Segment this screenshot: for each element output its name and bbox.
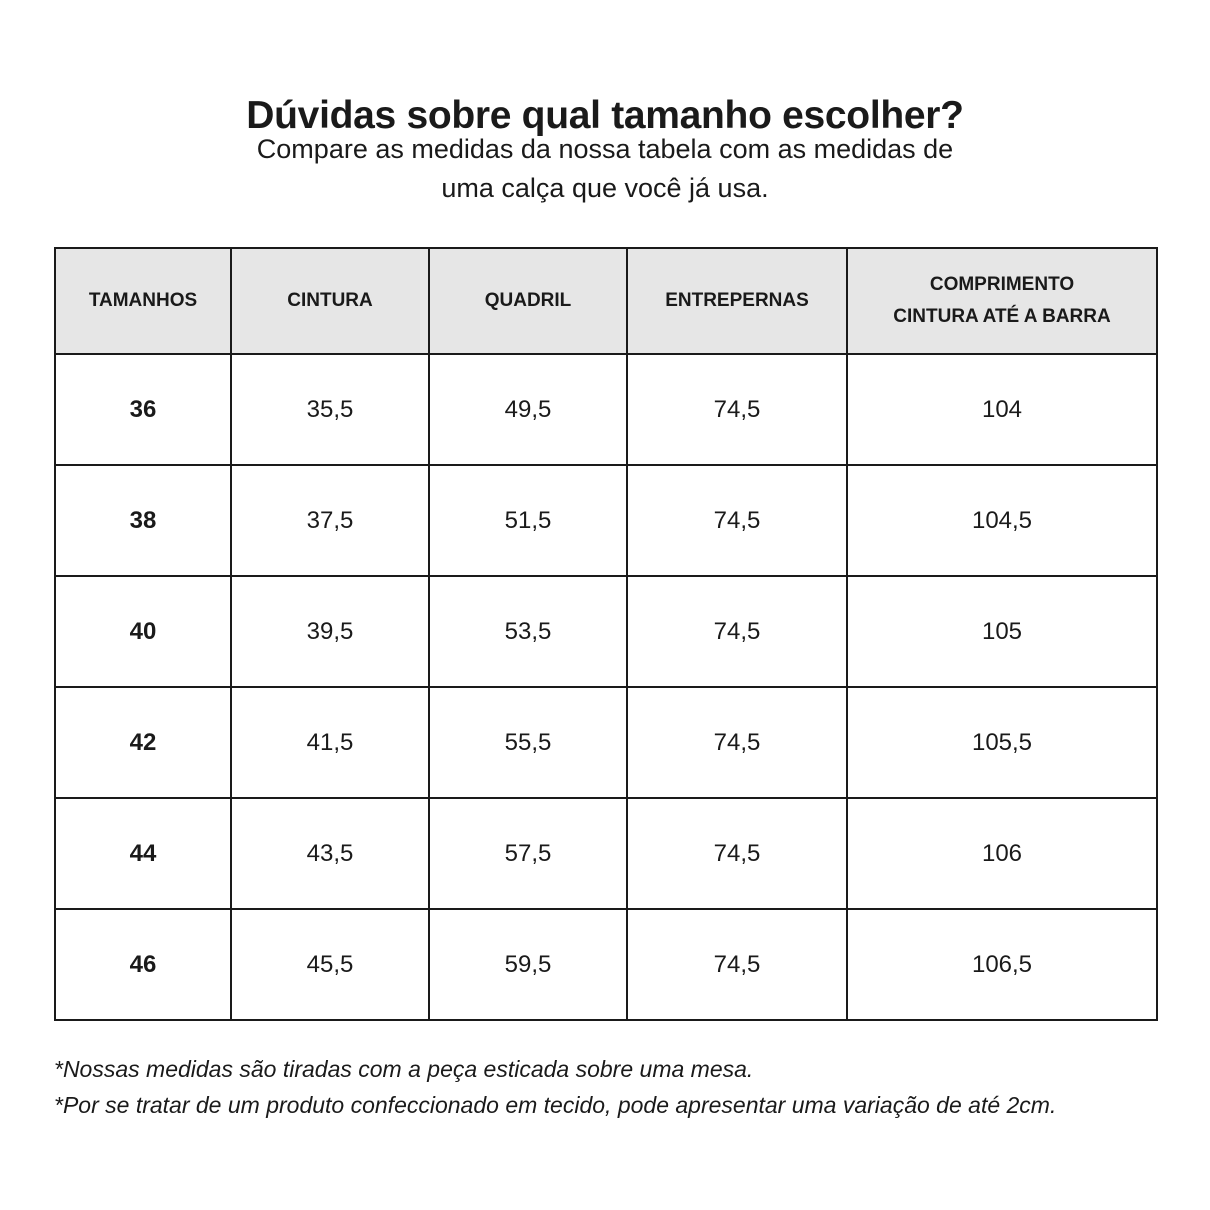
length-cell: 105,5 xyxy=(847,687,1157,798)
header-inseam: ENTREPERNAS xyxy=(627,248,847,354)
length-cell: 106 xyxy=(847,798,1157,909)
table-row xyxy=(55,576,1157,687)
waist-cell: 41,5 xyxy=(231,687,429,798)
table-row xyxy=(55,909,1157,1020)
table-row xyxy=(55,798,1157,909)
table-header xyxy=(55,248,1157,354)
subtitle-line-1: Compare as medidas da nossa tabela com as medidas de xyxy=(256,134,954,164)
size-cell: 38 xyxy=(55,465,231,576)
subtitle-line-2: uma calça que você já usa. xyxy=(441,173,769,203)
table-row xyxy=(55,687,1157,798)
header-waist: CINTURA xyxy=(231,248,429,354)
hip-cell: 57,5 xyxy=(429,798,627,909)
header-length-line-1: COMPRIMENTO xyxy=(929,274,1075,295)
hip-cell: 49,5 xyxy=(429,354,627,465)
length-cell: 105 xyxy=(847,576,1157,687)
header-length xyxy=(847,248,1157,354)
size-cell: 40 xyxy=(55,576,231,687)
size-cell: 44 xyxy=(55,798,231,909)
hip-cell: 53,5 xyxy=(429,576,627,687)
table-body xyxy=(55,354,1157,1020)
table-row xyxy=(55,465,1157,576)
hip-cell: 51,5 xyxy=(429,465,627,576)
waist-cell: 45,5 xyxy=(231,909,429,1020)
hip-cell: 55,5 xyxy=(429,687,627,798)
inseam-cell: 74,5 xyxy=(627,798,847,909)
footnotes xyxy=(54,1051,1164,1123)
inseam-cell: 74,5 xyxy=(627,687,847,798)
page-subtitle xyxy=(180,130,1030,208)
footnote-variation: *Por se tratar de um produto confeccionado em tecido, pode apresentar uma variação de até 2cm. xyxy=(54,1092,1057,1118)
size-cell: 42 xyxy=(55,687,231,798)
inseam-cell: 74,5 xyxy=(627,909,847,1020)
hip-cell: 59,5 xyxy=(429,909,627,1020)
size-chart-table xyxy=(54,247,1158,1021)
inseam-cell: 74,5 xyxy=(627,465,847,576)
header-length-line-2: CINTURA ATÉ A BARRA xyxy=(893,306,1111,327)
page-title: Dúvidas sobre qual tamanho escolher? xyxy=(246,94,964,138)
header-size: TAMANHOS xyxy=(55,248,231,354)
inseam-cell: 74,5 xyxy=(627,354,847,465)
size-cell: 36 xyxy=(55,354,231,465)
waist-cell: 35,5 xyxy=(231,354,429,465)
table-row xyxy=(55,354,1157,465)
footnote-measurement: *Nossas medidas são tiradas com a peça esticada sobre uma mesa. xyxy=(54,1056,754,1082)
inseam-cell: 74,5 xyxy=(627,576,847,687)
length-cell: 106,5 xyxy=(847,909,1157,1020)
length-cell: 104 xyxy=(847,354,1157,465)
waist-cell: 39,5 xyxy=(231,576,429,687)
waist-cell: 37,5 xyxy=(231,465,429,576)
size-cell: 46 xyxy=(55,909,231,1020)
header-row xyxy=(55,248,1157,354)
length-cell: 104,5 xyxy=(847,465,1157,576)
waist-cell: 43,5 xyxy=(231,798,429,909)
header-hip: QUADRIL xyxy=(429,248,627,354)
